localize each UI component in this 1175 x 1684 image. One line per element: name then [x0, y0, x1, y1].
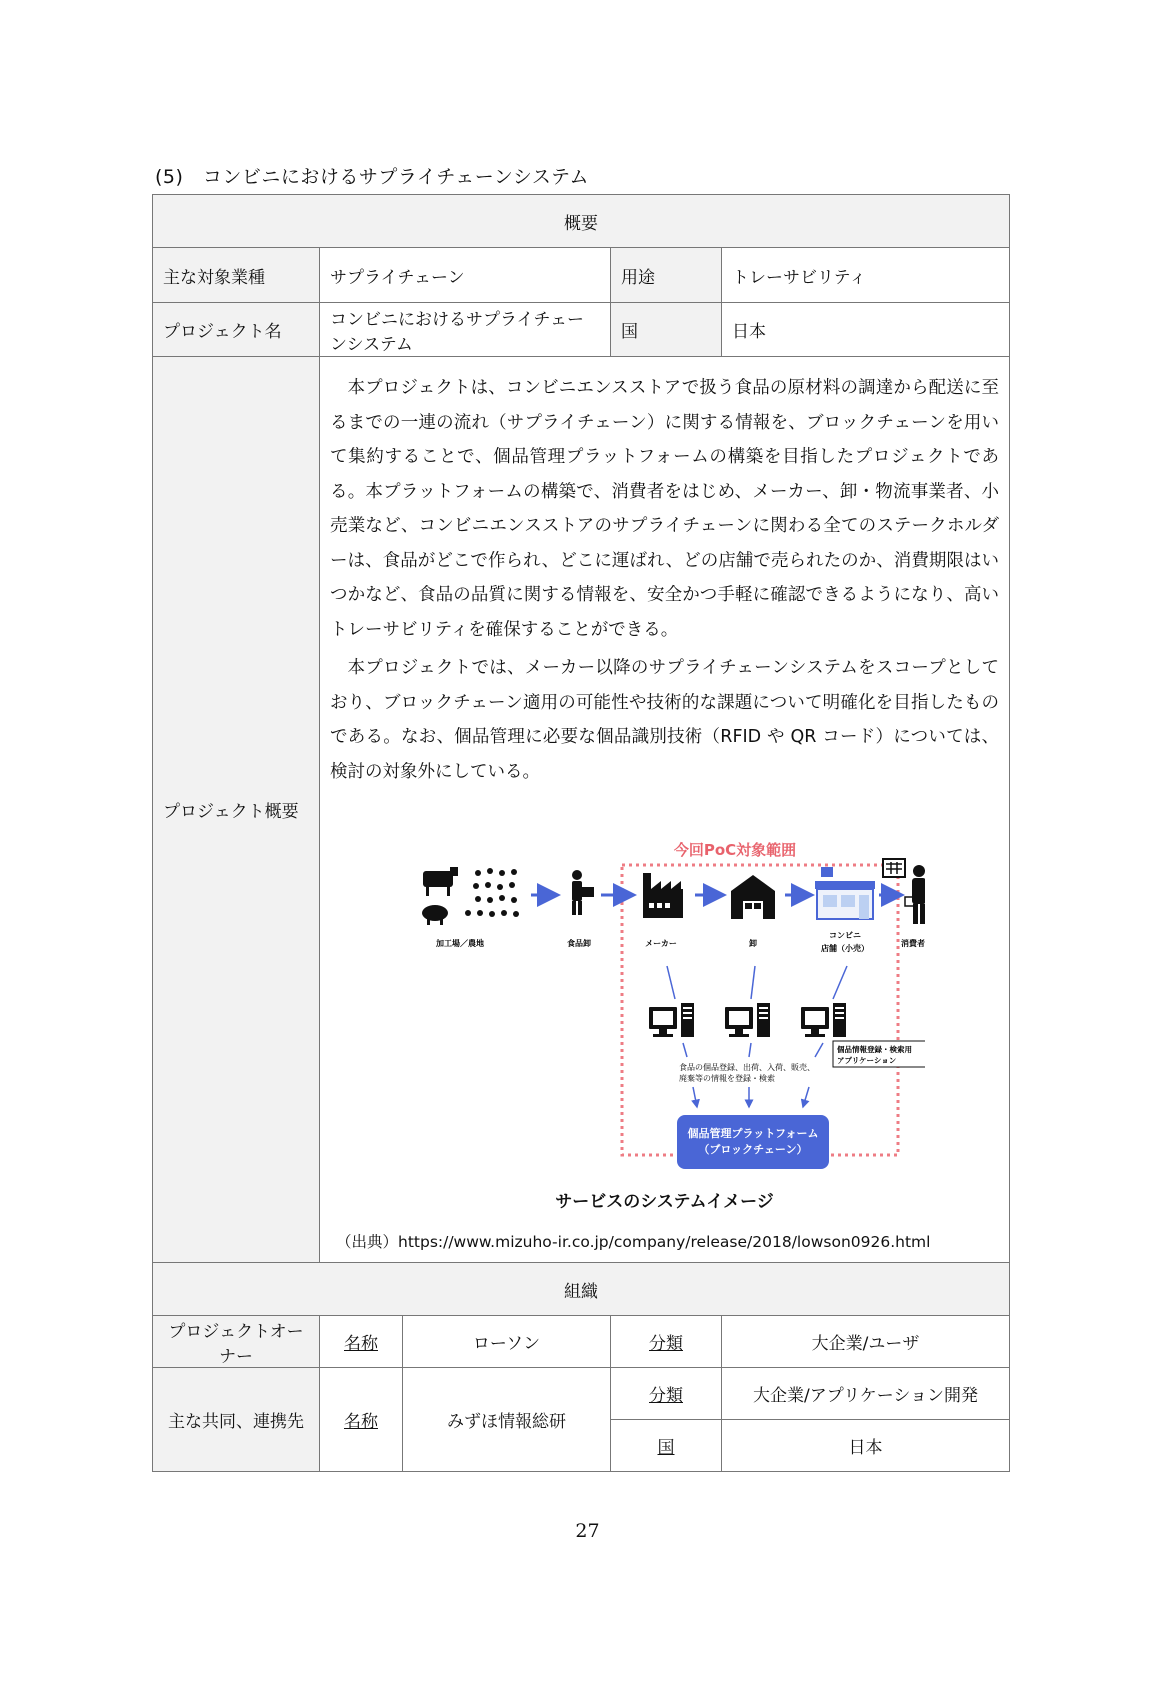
owner-label: プロジェクトオーナー: [153, 1316, 320, 1368]
owner-category-label: 分類: [611, 1316, 722, 1368]
owner-name-value: ローソン: [403, 1316, 611, 1368]
note-line-2: 廃棄等の情報を登録・検索: [678, 1074, 775, 1083]
consumer-icon: [905, 865, 925, 924]
partner-name-label: 名称: [320, 1368, 403, 1472]
owner-name-label: 名称: [320, 1316, 403, 1368]
app-label-line-1: 個品情報登録・検索用: [836, 1045, 912, 1054]
partner-country-label: 国: [611, 1420, 722, 1472]
country-value: 日本: [722, 303, 1010, 357]
computer-icon-1: [649, 1003, 694, 1037]
arrow-note-platform-3: [803, 1087, 809, 1107]
node-store-label: 店舗（小売）: [820, 944, 869, 953]
node-maker-label: メーカー: [644, 939, 677, 948]
project-summary-label: プロジェクト概要: [153, 357, 320, 1263]
system-image-figure: [405, 831, 925, 1181]
link-pc2-note: [749, 1043, 751, 1057]
organization-header: 組織: [153, 1263, 1010, 1316]
platform-line-2: （ブロックチェーン）: [697, 1143, 808, 1156]
crops-icon: [465, 868, 519, 917]
partner-country-value: 日本: [722, 1420, 1010, 1472]
use-label: 用途: [611, 248, 722, 303]
link-distributor-pc: [751, 966, 755, 999]
target-industry-value: サプライチェーン: [320, 248, 611, 303]
node-convenience-label: コンビニ: [828, 931, 861, 940]
node-farm-label: 加工場／農地: [435, 939, 484, 948]
summary-paragraph-2: 本プロジェクトでは、メーカー以降のサプライチェーンシステムをスコープとしており、ブロックチェーン適用の可能性や技術的な課題について明確化を目指したものである。なお、個品管理に必要な個品識別技術（RFID や QR コード）については、検討の対象外にしている。: [330, 658, 1000, 782]
partner-name-value: みずほ情報総研: [403, 1368, 611, 1472]
owner-category-value: 大企業/ユーザ: [722, 1316, 1010, 1368]
use-value: トレーサビリティ: [722, 248, 1010, 303]
link-pc1-note: [683, 1043, 687, 1057]
system-diagram: [405, 831, 925, 1181]
summary-paragraph-1: 本プロジェクトは、コンビニエンスストアで扱う食品の原材料の調達から配送に至るまでの一連の流れ（サプライチェーン）に関する情報を、ブロックチェーンを用いて集約することで、個品管理プラットフォームの構築を目指したプロジェクトである。本プラットフォームの構築で、消費者をはじめ、メーカー、卸・物流事業者、小売業など、コンビニエンスストアのサプライチェーンに関わる全てのステークホルダーは、食品がどこで作られ、どこに運ばれ、どの店舗で売られたのか、消費期限はいつかなど、食品の品質に関する情報を、安全かつ手軽に確認できるようになり、高いトレーサビリティを確保することができる。: [330, 378, 1000, 640]
platform-line-1: 個品管理プラットフォーム: [687, 1127, 818, 1140]
target-industry-label: 主な対象業種: [153, 248, 320, 303]
warehouse-icon: [731, 875, 775, 919]
figure-caption: サービスのシステムイメージ: [555, 1192, 774, 1212]
source-citation: （出典）https://www.mizuho-ir.co.jp/company/release/2018/lowson0926.html: [336, 1233, 931, 1251]
note-line-1: 食品の個品登録、出荷、入荷、販売、: [678, 1063, 815, 1072]
project-summary-cell: [320, 357, 1010, 1263]
platform-box: [677, 1115, 829, 1169]
partner-category-label: 分類: [611, 1368, 722, 1420]
project-name-value: コンビニにおけるサプライチェーンシステム: [320, 303, 611, 357]
computer-icon-2: [725, 1003, 770, 1037]
partner-label: 主な共同、連携先: [153, 1368, 320, 1472]
pig-icon: [422, 905, 448, 925]
project-table: [152, 194, 1010, 1472]
poc-scope-title: 今回PoC対象範囲: [673, 841, 796, 859]
convenience-store-icon: [815, 867, 875, 919]
link-pc3-note: [815, 1043, 823, 1057]
factory-icon: [643, 873, 683, 918]
partner-category-value: 大企業/アプリケーション開発: [722, 1368, 1010, 1420]
country-label: 国: [611, 303, 722, 357]
page-number: 27: [575, 1520, 600, 1542]
overview-header: 概要: [153, 195, 1010, 248]
project-name-label: プロジェクト名: [153, 303, 320, 357]
link-maker-pc: [667, 966, 675, 999]
section-heading: (5) コンビニにおけるサプライチェーンシステム: [155, 166, 590, 188]
link-store-pc: [833, 966, 847, 999]
basket-icon: [883, 859, 905, 877]
arrow-note-platform-1: [693, 1087, 697, 1107]
node-wholesaler-label: 食品卸: [566, 939, 591, 948]
cow-icon: [423, 867, 458, 896]
node-distributor-label: 卸: [748, 939, 757, 948]
node-consumer-label: 消費者: [900, 939, 925, 948]
delivery-person-icon: [572, 870, 594, 915]
app-label-line-2: アプリケーション: [836, 1056, 896, 1065]
computer-icon-3: [801, 1003, 846, 1037]
